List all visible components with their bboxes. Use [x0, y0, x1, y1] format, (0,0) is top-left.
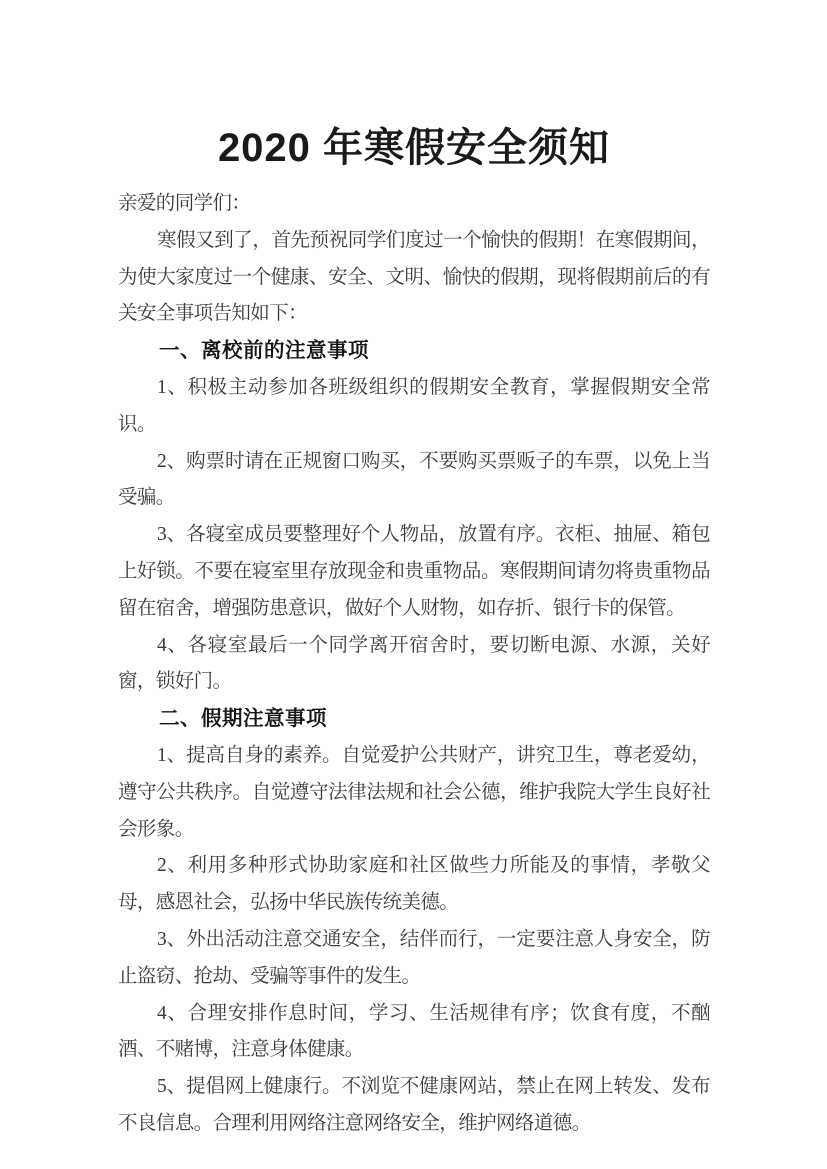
section-2-item: 3、外出活动注意交通安全，结伴而行，一定要注意人身安全，防止盗窃、抢劫、受骗等事件的发生。: [118, 928, 710, 987]
section-2-item: 4、合理安排作息时间，学习、生活规律有序；饮食有度，不酗酒、不赌博，注意身体健康。: [118, 1002, 710, 1061]
section-1-item: 1、积极主动参加各班级组织的假期安全教育，掌握假期安全常识。: [118, 376, 710, 435]
section-1-item: 2、购票时请在正规窗口购买，不要购买票贩子的车票，以免上当受骗。: [118, 450, 710, 509]
document-body: [118, 186, 710, 1143]
section-2-item: 5、提倡网上健康行。不浏览不健康网站，禁止在网上转发、发布不良信息。合理利用网络注意网络安全，维护网络道德。: [118, 1076, 710, 1134]
section-1-item: 3、各寝室成员要整理好个人物品，放置有序。衣柜、抽屉、箱包上好锁。不要在寝室里存放现金和贵重物品。寒假期间请勿将贵重物品留在宿舍，增强防患意识，做好个人财物，如存折、银行卡的保管。: [118, 524, 710, 619]
section-1-item: 4、各寝室最后一个同学离开宿舍时，要切断电源、水源，关好窗，锁好门。: [118, 634, 710, 693]
section-1-heading: 一、离校前的注意事项: [159, 339, 369, 363]
section-2-heading: 二、假期注意事项: [159, 707, 327, 731]
intro-paragraph: 寒假又到了，首先预祝同学们度过一个愉快的假期！在寒假期间，为使大家度过一个健康、安全、文明、愉快的假期，现将假期前后的有关安全事项告知如下：: [118, 229, 710, 325]
salutation: 亲爱的同学们：: [118, 193, 251, 214]
section-2-item: 1、提高自身的素养。自觉爱护公共财产，讲究卫生，尊老爱幼，遵守公共秩序。自觉遵守法律法规和社会公德，维护我院大学生良好社会形象。: [118, 744, 710, 840]
document-title: 2020 年寒假安全须知: [217, 126, 611, 170]
section-2-item: 2、利用多种形式协助家庭和社区做些力所能及的事情，孝敬父母，感恩社会，弘扬中华民族传统美德。: [118, 855, 710, 914]
